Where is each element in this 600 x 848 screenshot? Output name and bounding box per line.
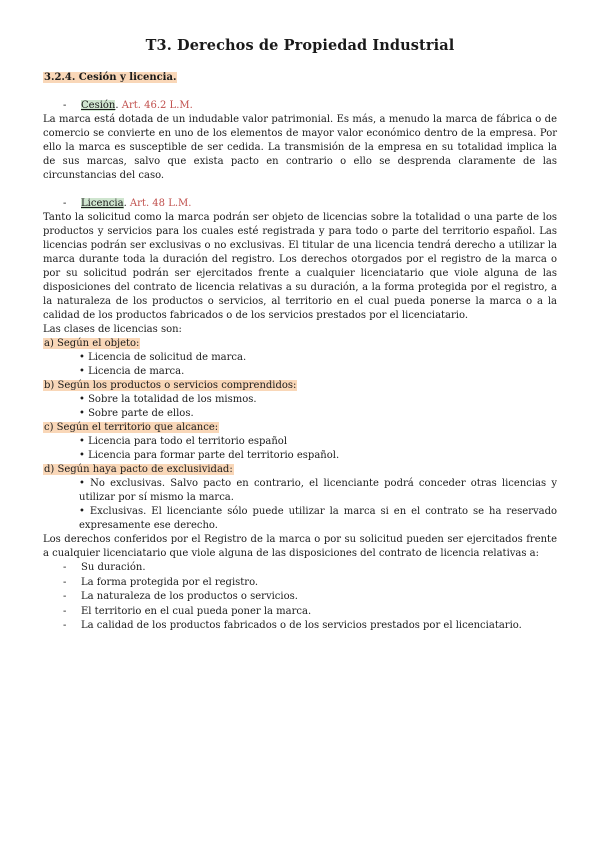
bullet-item: • Licencia de marca. (79, 366, 185, 377)
section-heading-text: 3.2.4. Cesión y licencia. (44, 72, 177, 83)
category-label: a) Según el objeto: (44, 338, 140, 349)
category-b (43, 379, 557, 421)
bullet-item: • Sobre la totalidad de los mismos. (79, 394, 257, 405)
dash-marker: - (63, 198, 67, 209)
bullet-item: • No exclusivas. Salvo pacto en contrario, el licenciante podrá conceder otras licencias y utilizar por sí mismo la marca. (79, 478, 557, 503)
bullet-item: • Exclusivas. El licenciante sólo puede utilizar la marca si en el contrato se ha reservado expresamente ese derecho. (79, 506, 557, 531)
licencia-article-ref: Art. 48 L.M. (129, 198, 192, 209)
cesion-paragraph: La marca está dotada de un indudable valor patrimonial. Es más, a menudo la marca de fábrica o de comercio se convierte en uno de los elementos de mayor valor económico dentro de la empresa. Por ello la marca es susceptible de ser cedida. La transmisión de la empresa en su totalidad implica la de sus marcas, salvo que exista pacto en contrario o ello se desprenda claramente de las circunstancias del caso. (43, 114, 557, 181)
category-a (43, 337, 557, 379)
clases-intro: Las clases de licencias son: (43, 324, 182, 335)
list-item: - La forma protegida por el registro. (63, 576, 259, 588)
derechos-paragraph: Los derechos conferidos por el Registro de la marca o por su solicitud pueden ser ejercitados frente a cualquier licenciatario que viole alguna de las disposiciones del contrato de licencia relativas a: (43, 534, 557, 559)
cesion-term: Cesión (81, 100, 116, 111)
list-item: - La naturaleza de los productos o servicios. (63, 591, 298, 603)
list-item: - El territorio en el cual pueda poner la marca. (63, 605, 312, 617)
category-d (43, 463, 557, 533)
page-title: T3. Derechos de Propiedad Industrial (145, 37, 455, 54)
category-label: d) Según haya pacto de exclusividad: (44, 464, 233, 475)
derechos-list (43, 561, 557, 634)
licencia-heading: - Licencia. Art. 48 L.M. (63, 198, 192, 209)
bullet-item: • Sobre parte de ellos. (79, 408, 194, 419)
bullet-item: • Licencia para formar parte del territorio español. (79, 450, 340, 461)
bullet-item: • Licencia para todo el territorio español (79, 436, 288, 447)
list-item: - Su duración. (63, 562, 146, 573)
bullet-item: • Licencia de solicitud de marca. (79, 352, 247, 363)
cesion-heading: - Cesión. Art. 46.2 L.M. (63, 100, 193, 111)
licencia-paragraph: Tanto la solicitud como la marca podrán ser objeto de licencias sobre la totalidad o una parte de los productos y servicios para los cuales esté registrada y para todo o parte del territorio español. Las licencias podrán ser exclusivas o no exclusivas. El titular de una licencia tendrá derecho a utilizar la marca durante toda la duración del registro. Los derechos otorgados por el registro de la marca o por su solicitud podrán ser ejercitados frente a cualquier licenciatario que viole alguna de las disposiciones del contrato de licencia relativas a su duración, a la forma protegida por el registro, a la naturaleza de los productos o servicios, al territorio en el cual pueda ponerse la marca o a la calidad de los productos fabricados o de los servicios prestados por el licenciatario. (43, 212, 557, 321)
section-heading (43, 71, 557, 85)
dash-marker: - (63, 100, 67, 111)
category-c (43, 421, 557, 463)
licencia-term: Licencia (81, 198, 124, 209)
category-label: b) Según los productos o servicios comprendidos: (44, 380, 297, 391)
list-item: - La calidad de los productos fabricados o de los servicios prestados por el licenciatario. (63, 620, 522, 632)
category-label: c) Según el territorio que alcance: (44, 422, 219, 433)
cesion-article-ref: Art. 46.2 L.M. (121, 100, 193, 111)
